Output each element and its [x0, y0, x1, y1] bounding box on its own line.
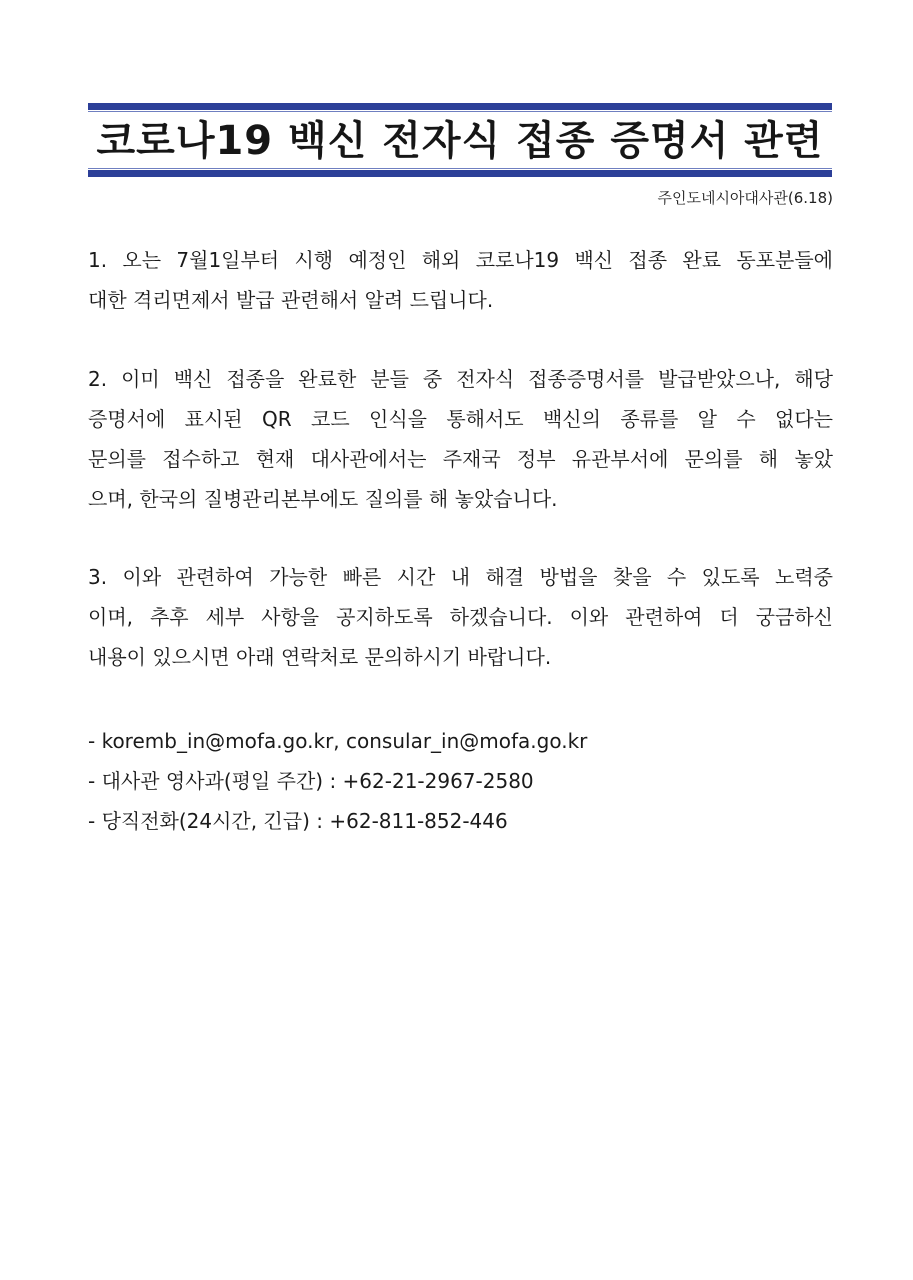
contact-list	[88, 721, 833, 841]
paragraph-3	[88, 557, 833, 677]
paragraph-2	[88, 359, 833, 519]
paragraph-line: 대한 격리면제서 발급 관련해서 알려 드립니다.	[88, 288, 494, 312]
title-top-thin-rule	[88, 111, 832, 112]
title-top-rule	[88, 103, 832, 110]
paragraph-1	[88, 240, 833, 320]
document-title: 코로나19 백신 전자식 접종 증명서 관련	[96, 118, 824, 164]
paragraph-line: 3. 이와 관련하여 가능한 빠른 시간 내 해결 방법을 찾을 수 있도록 노력중	[88, 565, 833, 589]
title-bottom-rule	[88, 170, 832, 177]
paragraph-line: 2. 이미 백신 접종을 완료한 분들 중 전자식 접종증명서를 발급받았으나, 해당	[88, 367, 833, 391]
contact-consular-phone: - 대사관 영사과(평일 주간) : +62-21-2967-2580	[88, 769, 534, 793]
paragraph-line: 증명서에 표시된 QR 코드 인식을 통해서도 백신의 종류를 알 수 없다는	[88, 407, 833, 431]
paragraph-line: 내용이 있으시면 아래 연락처로 문의하시기 바랍니다.	[88, 645, 552, 669]
issuer-date: 주인도네시아대사관(6.18)	[657, 189, 833, 207]
paragraph-line: 1. 오는 7월1일부터 시행 예정인 해외 코로나19 백신 접종 완료 동포분들에	[88, 248, 833, 272]
paragraph-line: 으며, 한국의 질병관리본부에도 질의를 해 놓았습니다.	[88, 487, 558, 511]
paragraph-line: 이며, 추후 세부 사항을 공지하도록 하겠습니다. 이와 관련하여 더 궁금하신	[88, 605, 833, 629]
contact-emergency-phone: - 당직전화(24시간, 긴급) : +62-811-852-446	[88, 809, 508, 833]
title-bottom-thin-rule	[88, 168, 832, 169]
contact-email: - koremb_in@mofa.go.kr, consular_in@mofa.go.kr	[88, 729, 588, 753]
paragraph-line: 문의를 접수하고 현재 대사관에서는 주재국 정부 유관부서에 문의를 해 놓았	[88, 447, 833, 471]
